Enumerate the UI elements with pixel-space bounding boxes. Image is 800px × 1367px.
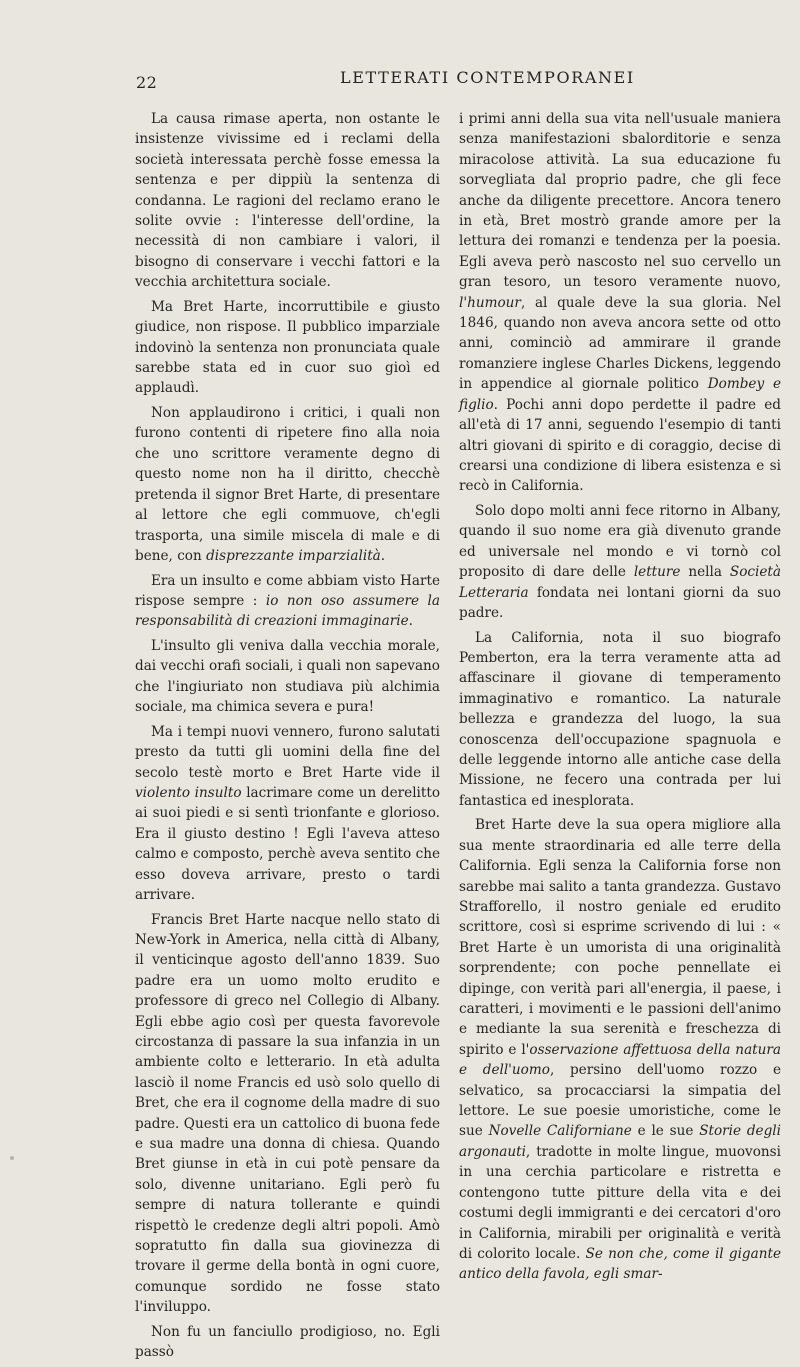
paragraph: i primi anni della sua vita nell'usuale maniera senza manifestazioni sbalorditorie e senza miracolose attività. La sua educazione fu sorvegliata dal proprio padre, che gli fece anche da diligente precettore. Ancora tenero in età, Bret mostrò grande amore per la lettura dei romanzi e tendenza per la poesia. Egli aveva però nascosto nel suo cervello un gran tesoro, un tesoro veramente nuovo, l'humour, al quale deve la sua gloria. Nel 1846, quando non aveva ancora sette od otto anni, cominciò ad ammirare il grande romanziere inglese Charles Dickens, leggendo in appendice al giornale politico Dombey e figlio. Pochi anni dopo perdette il padre ed all'età di 17 anni, seguendo l'esempio di tanti altri giovani di spirito e di coraggio, decise di crearsi una condizione di libera esistenza e si recò in California.	[459, 111, 781, 495]
paragraph: Era un insulto e come abbiam visto Harte rispose sempre : io non oso assumere la responsabilità di creazioni immaginarie.	[135, 572, 440, 630]
italic-phrase: Società Letteraria	[459, 564, 781, 601]
paragraph: Ma Bret Harte, incorruttibile e giusto giudice, non rispose. Il pubblico imparziale indovinò la sentenza non pronunciata quale sarebbe stata ed in cuor suo gioì ed applaudì.	[135, 298, 440, 397]
left-column	[135, 109, 440, 1367]
italic-phrase: letture	[633, 564, 681, 581]
italic-phrase: l'humour	[459, 294, 521, 311]
paragraph: La California, nota il suo biografo Pemberton, era la terra veramente atta ad affascinare il giovane di temperamento immaginativo e romantico. La naturale bellezza e grandezza del luogo, la sua conoscenza dell'occupazione spagnuola e delle leggende intorno alle antiche case della Missione, ne fecero una contrada per lui fantastica ed inesplorata.	[459, 629, 781, 809]
paragraph: L'insulto gli veniva dalla vecchia morale, dai vecchi orafi sociali, i quali non sapevano che l'ingiuriato non studiava più alchimia sociale, ma chimica severa e pura!	[135, 637, 440, 716]
right-column	[459, 109, 781, 1289]
paragraph: Non fu un fanciullo prodigioso, no. Egli passò	[135, 1323, 440, 1361]
italic-phrase: Novelle Californiane	[488, 1123, 632, 1140]
running-head: LETTERATI CONTEMPORANEI	[340, 68, 635, 87]
page-number: 22	[136, 73, 158, 92]
italic-phrase: Se non che, come il gigante antico della favola, egli smar-	[459, 1245, 781, 1283]
italic-phrase: violento insulto	[135, 784, 242, 801]
paper-speck	[10, 1156, 14, 1160]
paragraph: La causa rimase aperta, non ostante le insistenze vivissime ed i reclami della società interessata perchè fosse emessa la sentenza e per dippiù la sentenza di condanna. Le ragioni del reclamo erano le solite ovvie : l'interesse dell'ordine, la necessità di non cambiare i valori, il bisogno di conservare i vecchi fattori e la vecchia architettura sociale.	[135, 111, 440, 291]
italic-phrase: osservazione affettuosa della natura e dell'uomo	[459, 1041, 781, 1079]
paragraph: Bret Harte deve la sua opera migliore alla sua mente straordinaria ed alle terre della California. Egli senza la California forse non sarebbe mai salito a tanta grandezza. Gustavo Strafforello, il nostro geniale ed erudito scrittore, così si esprime scrivendo di lui : « Bret Harte è un umorista di una originalità sorprendente; con poche pennellate ei dipinge, con verità pari all'energia, il paese, i caratteri, i movimenti e le passioni dell'animo e mediante la sua serenità e freschezza di spirito e l'osservazione affettuosa della natura e dell'uomo, persino dell'uomo rozzo e selvatico, sa procacciarsi la simpatia del lettore. Le sue poesie umoristiche, come le sue Novelle Californiane e le sue Storie degli argonauti, tradotte in molte lingue, muovonsi in una cerchia particolare e ristretta e contengono tutte pitture della vita e dei costumi degli immigranti e dei cercatori d'oro in California, mirabili per originalità e verità di colorito locale. Se non che, come il gigante antico della favola, egli smar-	[459, 817, 781, 1283]
paragraph: Francis Bret Harte nacque nello stato di New-York in America, nella città di Albany, il venticinque agosto dell'anno 1839. Suo padre era un uomo molto erudito e professore di greco nel Collegio di Albany. Egli ebbe agio così per questa favorevole circostanza di passare la sua infanzia in un ambiente colto e letterario. In età adulta lasciò il nome Francis ed usò solo quello di Bret, che era il cognome della madre di suo padre. Questi era un cattolico di buona fede e sua madre una donna di chiesa. Quando Bret giunse in età in cui potè pensare da solo, divenne unitariano. Egli però fu sempre di natura tollerante e quindi rispettò le credenze degli altri popoli. Amò sopratutto fin dalla sua giovinezza di trovare il germe della bontà in ogni cuore, comunque sordido ne fosse stato l'inviluppo.	[135, 911, 440, 1316]
italic-phrase: disprezzante imparzialità	[206, 547, 381, 564]
italic-phrase: io non oso assumere la responsabilità di creazioni immaginarie	[135, 592, 440, 630]
paragraph: Solo dopo molti anni fece ritorno in Albany, quando il suo nome era già divenuto grande ed universale nel mondo e vi tornò col proposito di dare delle letture nella Società Letteraria fondata nei lontani giorni da suo padre.	[459, 502, 781, 621]
italic-phrase: Dombey e figlio	[459, 376, 781, 413]
paragraph: Non applaudirono i critici, i quali non furono contenti di ripetere fino alla noia che uno scrittore veramente degno di questo nome non ha il diritto, checchè pretenda il signor Bret Harte, di presentare al lettore che egli commuove, ch'egli trasporta, una simile miscela di male e di bene, con disprezzante imparzialità.	[135, 405, 440, 564]
paragraph: Ma i tempi nuovi vennero, furono salutati presto da tutti gli uomini della fine del secolo testè morto e Bret Harte vide il violento insulto lacrimare come un derelitto ai suoi piedi e si sentì trionfante e glorioso. Era il giusto destino ! Egli l'aveva atteso calmo e composto, perchè aveva sentito che esso doveva arrivare, presto o tardi arrivare.	[135, 723, 440, 903]
italic-phrase: Storie degli argonauti	[459, 1123, 781, 1160]
